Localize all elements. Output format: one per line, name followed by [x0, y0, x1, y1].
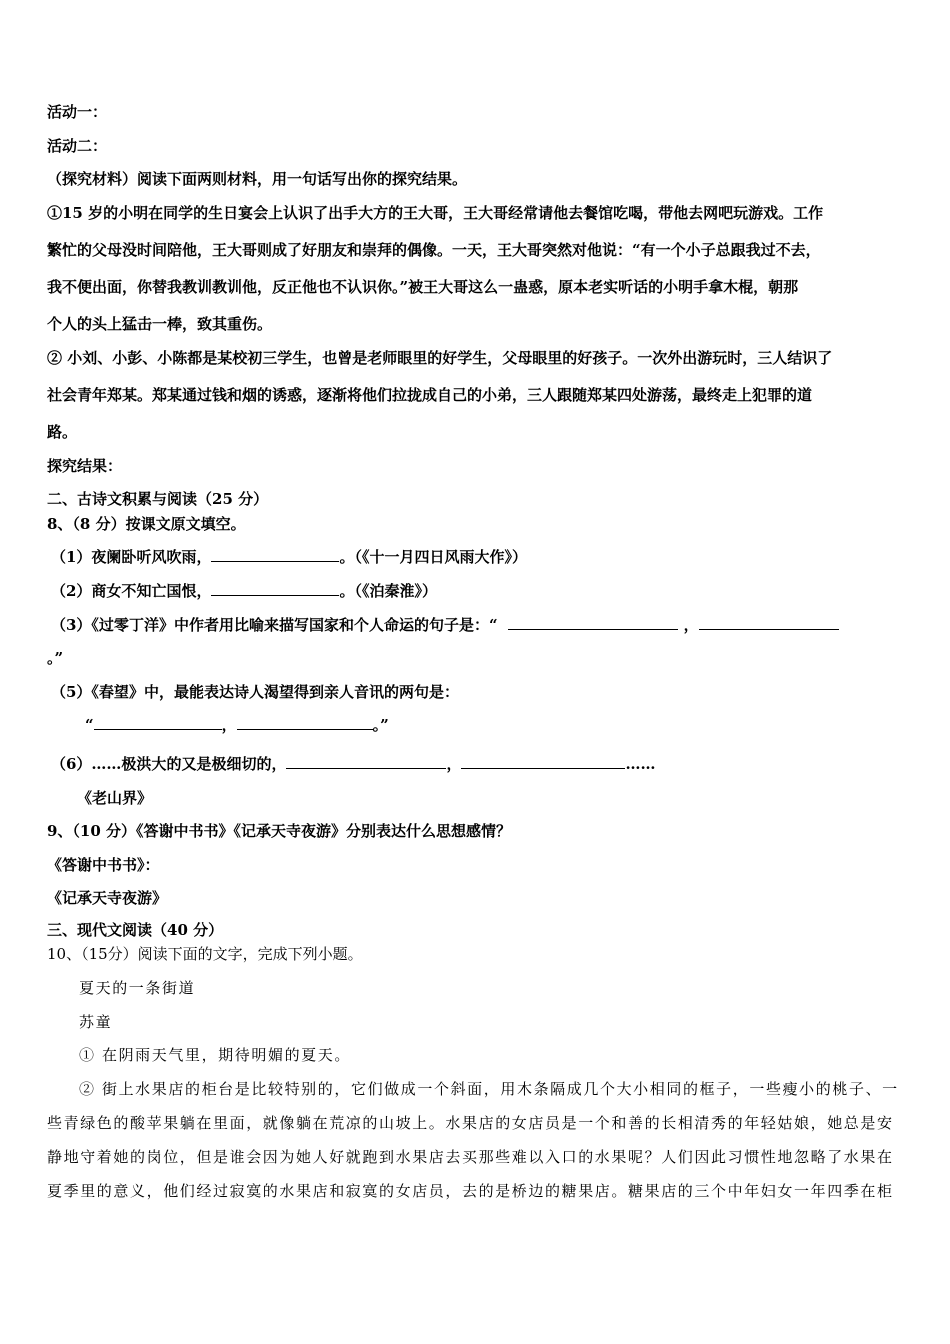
open-quote: “: [85, 716, 94, 734]
section-three-heading: 三、现代文阅读（40 分）: [47, 921, 224, 939]
paragraph-line: 些青绿色的酸苹果躺在里面，就像躺在荒凉的山坡上。水果店的女店员是一个和善的长相清秀的年轻姑娘，她总是安: [47, 1114, 894, 1132]
comma: ，: [221, 716, 237, 734]
q9-answer-2-label: 《记承天寺夜游》: [47, 889, 168, 907]
q8-item-1: [51, 547, 527, 567]
q8-item-3-end: 。”: [47, 649, 64, 667]
inquiry-intro: （探究材料）阅读下面两则材料，用一句话写出你的探究结果。: [47, 170, 468, 188]
material-line: ①15 岁的小明在同学的生日宴会上认识了出手大方的王大哥，王大哥经常请他去餐馆吃喝，带他去网吧玩游戏。工作: [47, 204, 824, 222]
answer-blank[interactable]: [211, 547, 339, 562]
activity-one-label: 活动一：: [47, 103, 108, 121]
material-line: 社会青年郑某。郑某通过钱和烟的诱惑，逐渐将他们拉拢成自己的小弟，三人跟随郑某四处游荡，最终走上犯罪的道: [47, 386, 813, 404]
q8-item-3: [51, 615, 839, 635]
article-paragraph-1: ① 在阴雨天气里，期待明媚的夏天。: [79, 1046, 351, 1064]
q8-item-3-prompt: （3）《过零丁洋》中作者用比喻来描写国家和个人命运的句子是：“: [51, 616, 498, 634]
q8-item-2: [51, 581, 437, 601]
answer-blank[interactable]: [286, 754, 446, 769]
answer-blank[interactable]: [461, 754, 625, 769]
q8-item-6-prompt: （6）……极洪大的又是极细切的，: [51, 755, 287, 773]
answer-blank[interactable]: [508, 615, 678, 630]
activity-two-label: 活动二：: [47, 137, 108, 155]
q8-item-5: （5）《春望》中，最能表达诗人渴望得到亲人音讯的两句是：: [51, 683, 459, 701]
article-author: 苏童: [79, 1013, 113, 1031]
comma: ，: [683, 616, 699, 634]
paragraph-line: ② 街上水果店的柜台是比较特别的，它们做成一个斜面，用木条隔成几个大小相同的框子，一些瘦小的桃子、一: [79, 1080, 899, 1098]
answer-blank[interactable]: [94, 715, 222, 730]
question-8-title: 8、（8 分）按课文原文填空。: [47, 515, 246, 533]
material-line: 我不便出面，你替我教训教训他，反正他也不认识你。”被王大哥这么一蛊惑，原本老实听话的小明手拿木棍，朝那: [47, 278, 799, 296]
inquiry-result-label: 探究结果：: [47, 457, 123, 475]
material-line: 路。: [47, 423, 78, 441]
close-quote: 。”: [372, 716, 389, 734]
answer-blank[interactable]: [237, 715, 373, 730]
question-10-title: 10、（15分）阅读下面的文字，完成下列小题。: [47, 945, 363, 963]
q8-item-2-source: 。（《泊秦淮》）: [339, 582, 437, 600]
article-title: 夏天的一条街道: [79, 979, 196, 997]
comma: ，: [446, 755, 462, 773]
answer-blank[interactable]: [211, 581, 339, 596]
ellipsis: ……: [625, 755, 656, 773]
q8-item-2-prompt: （2）商女不知亡国恨，: [51, 582, 212, 600]
material-line: ② 小刘、小彭、小陈都是某校初三学生，也曾是老师眼里的好学生，父母眼里的好孩子。一次外出游玩时，三人结识了: [47, 349, 833, 367]
q8-item-6: [51, 754, 655, 774]
section-two-heading: 二、古诗文积累与阅读（25 分）: [47, 490, 269, 508]
material-line: 繁忙的父母没时间陪他，王大哥则成了好朋友和崇拜的偶像。一天，王大哥突然对他说：“有一个小子总跟我过不去，: [47, 241, 821, 259]
paragraph-line: 夏季里的意义，他们经过寂寞的水果店和寂寞的女店员，去的是桥边的糖果店。糖果店的三个中年妇女一年四季在柜: [47, 1182, 894, 1200]
answer-blank[interactable]: [699, 615, 839, 630]
question-9-title: 9、（10 分）《答谢中书书》《记承天寺夜游》分别表达什么思想感情？: [47, 822, 512, 840]
q8-item-5-answer: [85, 715, 389, 735]
q9-answer-1-label: 《答谢中书书》：: [47, 856, 160, 874]
paragraph-line: 静地守着她的岗位，但是谁会因为她人好就跑到水果店去买那些难以入口的水果呢？人们因此习惯性地忽略了水果在: [47, 1148, 894, 1166]
material-line: 个人的头上猛击一棒，致其重伤。: [47, 315, 273, 333]
q8-item-6-source: 《老山界》: [77, 789, 153, 807]
q8-item-1-source: 。（《十一月四日风雨大作》）: [339, 548, 527, 566]
q8-item-1-prompt: （1）夜阑卧听风吹雨，: [51, 548, 212, 566]
